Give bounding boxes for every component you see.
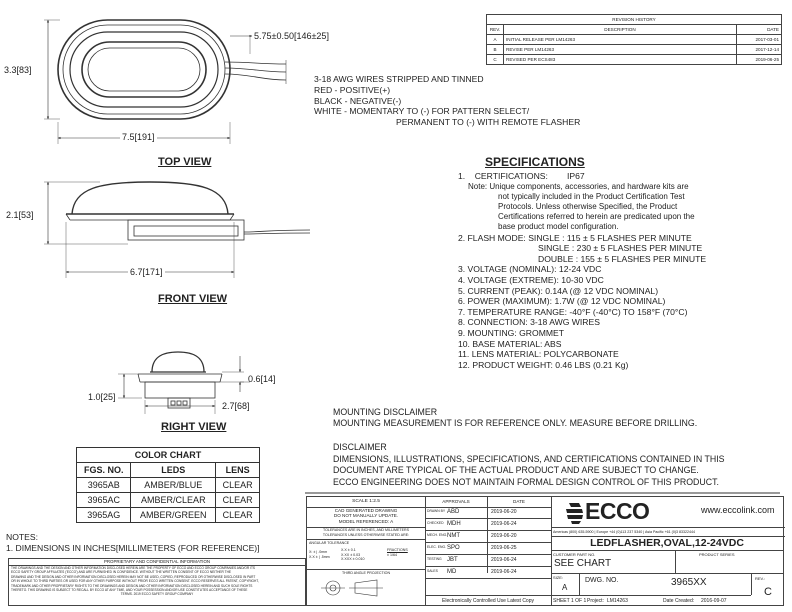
approval-label: TESTING [427, 557, 442, 561]
revision-rev: C [487, 55, 504, 65]
approval-rows [425, 507, 551, 579]
table-row [77, 478, 260, 493]
tolerance-values [307, 539, 425, 570]
right-small-dim: 0.6[14] [248, 374, 276, 384]
date-created-label: Date Created: [663, 598, 695, 604]
approval-name: JBT [447, 557, 458, 563]
approvals-header: APPROVALS [425, 497, 488, 508]
approval-label: CHECKED [427, 521, 444, 525]
tolerance-section [307, 497, 426, 605]
tol-value: X.XXX ± 0.010 [341, 557, 365, 562]
front-height-dim: 2.1[53] [6, 210, 34, 220]
spec-item: 10. BASE MATERIAL: ABS [458, 338, 562, 349]
disclaimer-block [333, 442, 725, 488]
rev-label: REV.: [755, 576, 766, 581]
date-created-value: 2016-09-07 [701, 598, 727, 604]
wire-line: RED - POSITIVE(+) [314, 84, 391, 95]
note-line: not typically included in the Product Certification Test [498, 191, 685, 201]
revision-date: 2017-03-01 [737, 35, 782, 45]
notes-title: NOTES: [6, 532, 38, 542]
cell: AMBER/BLUE [131, 478, 216, 493]
spec-item: 12. PRODUCT WEIGHT: 0.46 LBS (0.21 Kg) [458, 359, 629, 370]
controlled-copy-note: Electronically Controlled Use Latest Copy [425, 595, 551, 606]
angular-label: ANGULAR TOLERANCE [309, 541, 350, 545]
proprietary-line: THE DRAWINGS AND THE DESIGN AND OTHER INFORMATION DISCLOSED HEREIN ARE THE PROPERTY OF ECCO AND ECCO GROUP COMPANIES AND/OR ITS [11, 566, 256, 570]
cad-line: CAD GENERATED DRAWING [334, 508, 398, 513]
note-line: Certifications referred to herein are predicated upon the [498, 212, 695, 222]
cad-note [307, 508, 425, 524]
revision-rev: A [487, 35, 504, 45]
customer-part-value: SEE CHART [554, 558, 612, 569]
color-chart-header: LENS [216, 463, 260, 478]
note-line: base product model configuration. [498, 222, 619, 232]
size-label: SIZE: [553, 575, 564, 580]
proprietary-line: THERETO. THIS DRAWING IS SUBJECT TO RECALL BY ECCO AT ANY TIME, AND YOUR POSSESSION AND/OR USE CONSTITUTES ACCEPTANCE OF THESE [11, 588, 248, 593]
date-col-header: DATE [737, 25, 782, 35]
tol-fractions [387, 548, 408, 557]
right-left-dim: 1.0[25] [88, 392, 116, 402]
tol-mid [341, 548, 365, 562]
customer-part-box [551, 551, 676, 574]
tol-line: TOLERANCES ARE IN INCHES, AND MILLIMETERS [322, 528, 409, 532]
sheet-label: SHEET 1 OF 1 [553, 598, 587, 604]
spec-item: 7. TEMPERATURE RANGE: -40°F (-40°C) TO 158°F (70°C) [458, 306, 688, 317]
cell: CLEAR [216, 493, 260, 508]
approval-row [425, 567, 551, 579]
cell: 3965AG [77, 508, 131, 523]
approval-date: 2019-06-25 [491, 545, 517, 551]
proprietary-text [9, 566, 305, 597]
proprietary-line: OR IN WHOLE TO THIRD PARTIES OR USED FOR ANY OTHER PURPOSE WITHOUT PRIOR ECCO WRITTEN CONSENT. ECCO RESERVES ALL PATENT, COPYRIGHT, [11, 579, 259, 584]
sheet-row [551, 595, 751, 606]
revision-history-table [486, 14, 782, 65]
proprietary-title: PROPRIETARY AND CONFIDENTIAL INFORMATION [9, 559, 305, 566]
rev-box [751, 574, 783, 605]
tol-value: X.X ± | .5mm [309, 554, 330, 559]
spec-item: 9. MOUNTING: GROMMET [458, 327, 564, 338]
scale-label: SCALE 1:2.5 [307, 497, 425, 508]
right-width-dim: 2.7[68] [222, 401, 250, 411]
title-block [306, 496, 784, 606]
cell: AMBER/CLEAR [131, 493, 216, 508]
product-series-label: PRODUCT SERIES [699, 552, 735, 557]
top-view-drawing [44, 20, 286, 144]
contacts-line: Americas (800) 635-5900 | Europe +44 (0)113 237 5340 | Asia Pacific +61 (0)3 83322444 [551, 527, 785, 537]
revision-desc: REVISED PER ECS483 [504, 55, 737, 65]
proprietary-line: ECCO SAFETY GROUP AFFILIATES ('ECCO') AND ARE FURNISHED IN CONFIDENCE. WITHOUT THE WRITTEN CONSENT OF ECCO NEITHER THE [11, 570, 232, 575]
proprietary-line: DRAWING AND THE DESIGN AND OTHER INFORMATION DISCLOSED HEREIN MAY NOT BE USED, COPIED, REPRODUCED OR OTHERWISE DISCLOSED IN PART [11, 574, 256, 579]
spec-item: 6. POWER (MAXIMUM): 1.7W (@ 12 VDC NOMINAL) [458, 296, 666, 307]
approval-label: SALES [427, 569, 438, 573]
projection-section [307, 569, 425, 606]
approval-label: MECH. ENG. [427, 533, 448, 537]
front-width-dim: 6.7[171] [130, 267, 163, 277]
revision-row [487, 55, 782, 65]
size-box [551, 574, 580, 595]
mounting-disclaimer [333, 407, 697, 429]
approval-name: ABD [447, 509, 460, 515]
ecco-logo-text: ECCO [585, 498, 650, 524]
approval-row [425, 531, 551, 543]
cad-line: DO NOT MANUALLY UPDATE. [333, 513, 399, 519]
approval-date: 2019-06-20 [491, 533, 517, 539]
project-value: LM14263 [607, 598, 628, 604]
cell: 3965AB [77, 478, 131, 493]
project-label: Project: [587, 598, 604, 604]
proprietary-block [8, 558, 306, 606]
cad-line: MODEL REFERENCED: A [338, 518, 394, 524]
proprietary-line: TRADEMARK AND OTHER PROPRIETARY RIGHTS TO THE DRAWINGS AND DESIGN AND OTHER INFORMATION DISCLOSED HEREIN AND SUCH SOLE RIGHTS [11, 583, 253, 588]
revision-row [487, 35, 782, 45]
table-row [77, 493, 260, 508]
approval-date: 2019-06-24 [491, 521, 517, 527]
revision-history-title: REVISION HISTORY [487, 15, 782, 25]
disclaimer-title: DISCLAIMER [333, 442, 387, 452]
color-chart-header: FGS. NO. [77, 463, 131, 478]
cell: 3965AC [77, 493, 131, 508]
product-series-box [675, 551, 783, 574]
note-line: Protocols. Unless otherwise Specified, the Product [498, 202, 678, 211]
cell: CLEAR [216, 478, 260, 493]
approval-name: SPO [447, 545, 460, 551]
customer-part-label: CUSTOMER PART NO. [553, 552, 596, 557]
spec-note [458, 182, 706, 233]
table-row [77, 508, 260, 523]
disclaimer-line: ECCO ENGINEERING DOES NOT MAINTAIN FORMAL DESIGN CONTROL OF THIS PRODUCT. [333, 476, 719, 487]
tol-value: X: ± | .0mm [309, 550, 328, 554]
approval-row [425, 519, 551, 531]
product-name: LEDFLASHER,OVAL,12-24VDC [551, 536, 783, 551]
spec-flash: 2. FLASH MODE: SINGLE : 115 ± 5 FLASHES PER MINUTE [458, 232, 692, 243]
proprietary-line: TERMS. 2019 ECCO SAFETY GROUP COMPANY [120, 592, 194, 597]
revision-date: 2019-06-25 [737, 55, 782, 65]
cell: AMBER/GREEN [131, 508, 216, 523]
dwg-label: DWG. NO. [585, 577, 619, 584]
top-height-dim: 3.3[83] [4, 65, 32, 75]
approval-date: 2019-06-24 [491, 569, 517, 575]
note-item: 1. DIMENSIONS IN INCHES[MILLIMETERS (FOR REFERENCE)] [6, 542, 260, 553]
rev-value: C [764, 586, 772, 598]
tol-value: X.XX ± 0.03 [341, 552, 361, 557]
tolerance-note [307, 527, 425, 537]
color-chart-title: COLOR CHART [77, 448, 260, 463]
spec-item: 11. LENS MATERIAL: POLYCARBONATE [458, 349, 619, 360]
approvals-section [425, 497, 552, 605]
revision-rev: B [487, 45, 504, 55]
approval-label: DRAWN BY [427, 509, 446, 513]
revision-desc: REVISE PER LM14263 [504, 45, 737, 55]
cell: CLEAR [216, 508, 260, 523]
revision-desc: INITIAL RELEASE PER LM14263 [504, 35, 737, 45]
wire-legend [314, 74, 580, 128]
revision-row [487, 45, 782, 55]
fractions-label: FRACTIONS [387, 548, 408, 552]
wire-length-dim: 5.75±0.50[146±25] [254, 31, 329, 41]
fractions-value: ± 1/64 [387, 552, 397, 557]
approval-name: MDH [447, 521, 461, 527]
specifications-list [458, 171, 706, 370]
tol-left [309, 550, 330, 559]
size-value: A [562, 583, 568, 592]
website-text: www.eccolink.com [701, 505, 775, 515]
dwg-box [579, 574, 752, 595]
top-length-dim: 7.5[191] [122, 132, 155, 142]
mounting-title: MOUNTING DISCLAIMER [333, 407, 438, 417]
spec-item: 8. CONNECTION: 3-18 AWG WIRES [458, 317, 600, 328]
disclaimer-line: DOCUMENT ARE TYPICAL OF THE ACTUAL PRODUCT AND ARE SUBJECT TO CHANGE. [333, 465, 699, 476]
tol-value: X.X ± 0.1 [341, 548, 356, 552]
approval-name: NMT [447, 533, 460, 539]
projection-symbol-icon [307, 570, 425, 604]
color-chart-header: LEDS [131, 463, 216, 478]
specifications-title: SPECIFICATIONS [485, 155, 585, 169]
approvals-divider [487, 497, 488, 573]
wire-line: WHITE - MOMENTARY TO (-) FOR PATTERN SELECT/ [314, 106, 530, 117]
approval-date: 2019-06-24 [491, 557, 517, 563]
wire-line: PERMANENT TO (-) WITH REMOTE FLASHER [396, 117, 581, 128]
approval-row [425, 507, 551, 519]
approval-row [425, 543, 551, 555]
revision-date: 2017-12-14 [737, 45, 782, 55]
disclaimer-line: DIMENSIONS, ILLUSTRATIONS, SPECIFICATIONS, AND CERTIFICATIONS CONTAINED IN THIS [333, 453, 725, 464]
rev-col-header: REV. [487, 25, 504, 35]
notes-block [6, 532, 260, 553]
color-chart-table [76, 447, 260, 523]
wire-line: BLACK - NEGATIVE(-) [314, 95, 402, 106]
dwg-number: 3965XX [671, 577, 707, 588]
tol-line: TOLERANCES UNLESS OTHERWISE STATED ARE: [322, 532, 410, 537]
spec-flash: DOUBLE : 155 ± 5 FLASHES PER MINUTE [538, 253, 707, 264]
approval-date: 2019-06-20 [491, 509, 517, 515]
spec-item: 4. VOLTAGE (EXTREME): 10-30 VDC [458, 274, 604, 285]
date-header: DATE [487, 497, 551, 508]
front-view-drawing [44, 182, 310, 278]
product-section [551, 497, 783, 605]
top-view-title: TOP VIEW [158, 156, 212, 168]
mounting-text: MOUNTING MEASUREMENT IS FOR REFERENCE ONLY. MEASURE BEFORE DRILLING. [333, 418, 698, 429]
front-view-title: FRONT VIEW [158, 293, 228, 305]
spec-cert: 1. CERTIFICATIONS: IP67 [458, 171, 585, 181]
approval-name: MD [447, 569, 457, 575]
desc-col-header: DESCRIPTION [504, 25, 737, 35]
approval-label: ELEC. ENG. [427, 545, 447, 549]
spec-flash: SINGLE : 230 ± 5 FLASHES PER MINUTE [538, 243, 703, 254]
approval-row [425, 555, 551, 567]
projection-label: THIRD ANGLE PROJECTION [341, 571, 391, 575]
right-view-title: RIGHT VIEW [161, 421, 227, 433]
note-line: Note: Unique components, accessories, and hardware kits are [468, 181, 689, 191]
spec-item: 3. VOLTAGE (NOMINAL): 12-24 VDC [458, 264, 602, 275]
wire-line: 3-18 AWG WIRES STRIPPED AND TINNED [314, 74, 484, 84]
spec-item: 5. CURRENT (PEAK): 0.14A (@ 12 VDC NOMINAL) [458, 285, 659, 296]
